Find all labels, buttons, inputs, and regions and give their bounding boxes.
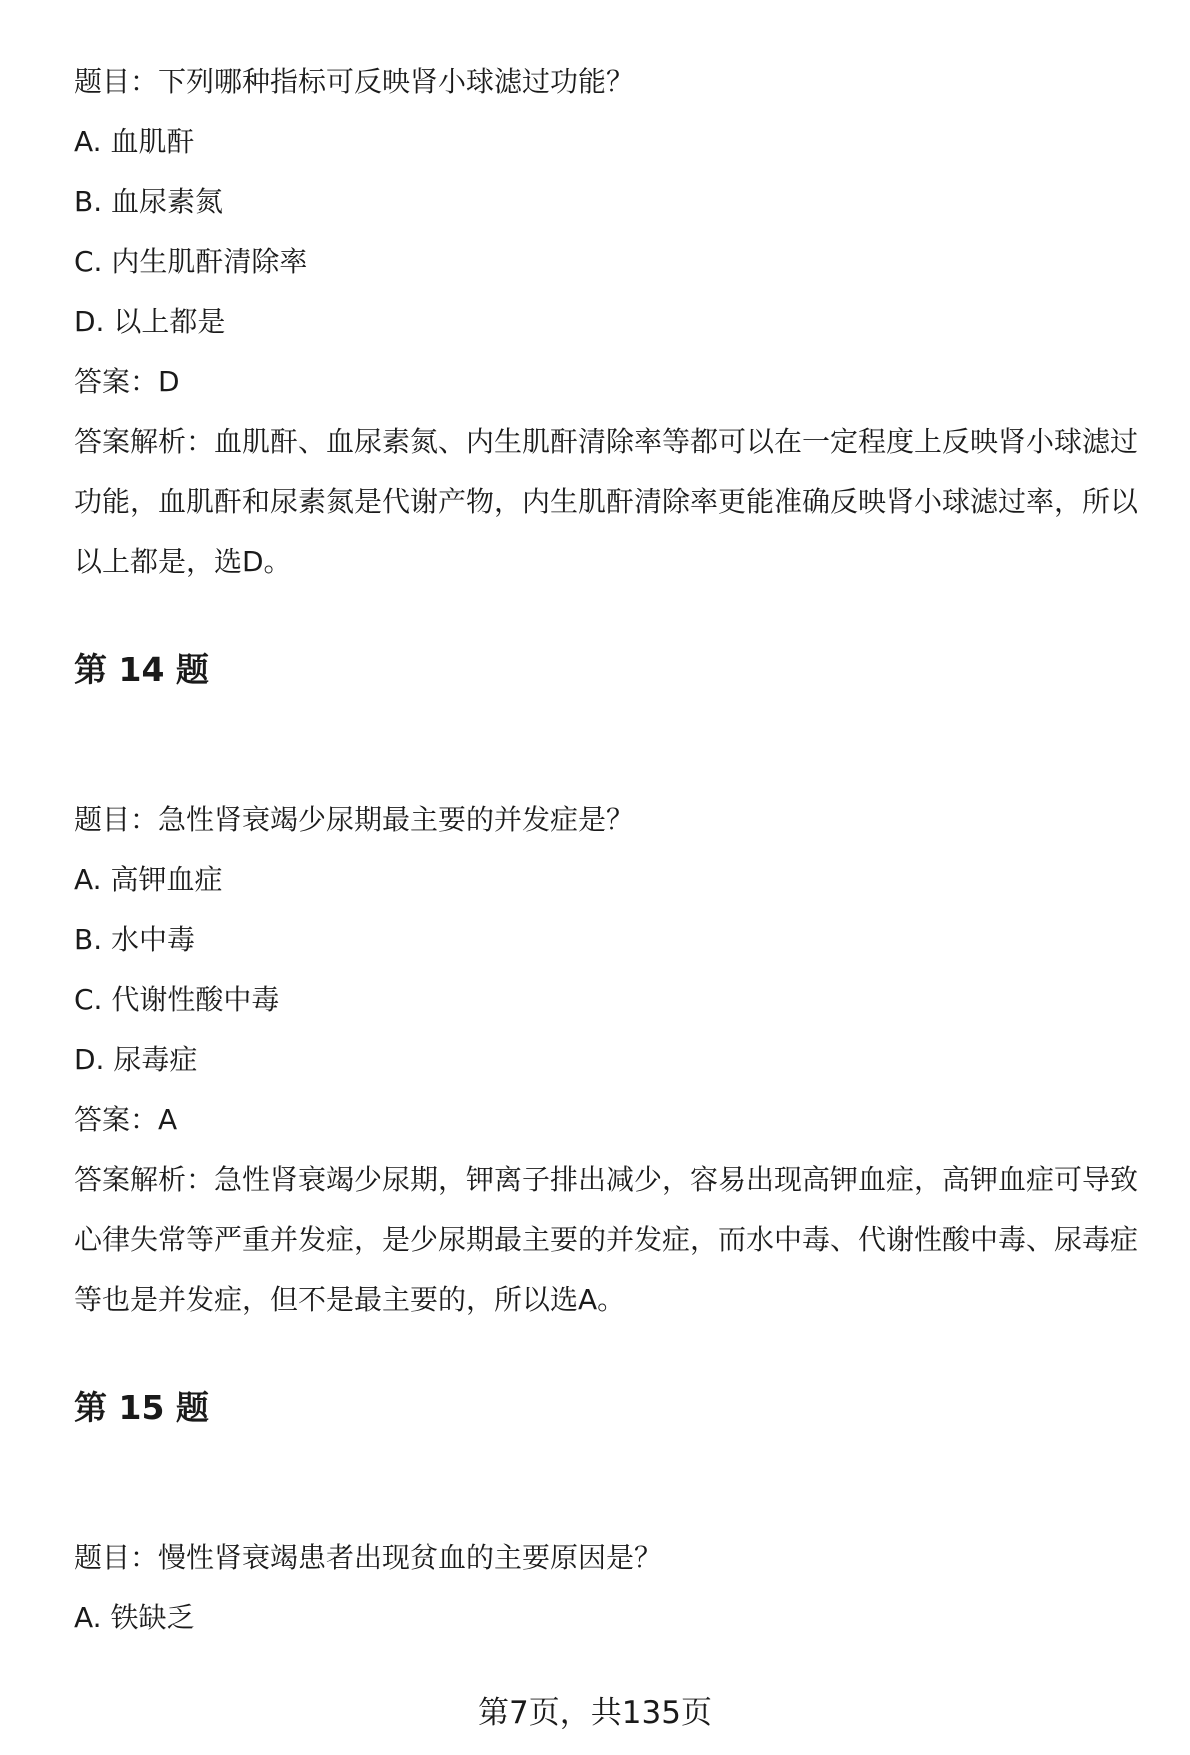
option-b: B. 血尿素氮 bbox=[74, 185, 224, 218]
option-c: C. 内生肌酐清除率 bbox=[74, 245, 308, 278]
question-text: 题目：慢性肾衰竭患者出现贫血的主要原因是？ bbox=[74, 1541, 663, 1574]
question-13 bbox=[74, 52, 1164, 592]
option-b: B. 水中毒 bbox=[74, 923, 196, 956]
answer-analysis: 答案解析：血肌酐、血尿素氮、内生肌酐清除率等都可以在一定程度上反映肾小球滤过功能，血肌酐和尿素氮是代谢产物，内生肌酐清除率更能准确反映肾小球滤过率，所以以上都是，选D。 bbox=[74, 425, 1139, 578]
question-text: 题目：急性肾衰竭少尿期最主要的并发症是？ bbox=[74, 803, 635, 836]
answer-text: 答案：D bbox=[74, 365, 180, 398]
option-c: C. 代谢性酸中毒 bbox=[74, 983, 280, 1016]
answer-text: 答案：A bbox=[74, 1103, 178, 1136]
section-heading-15: 第 15 题 bbox=[74, 1388, 209, 1427]
page-footer: 第7页，共135页 bbox=[478, 1695, 712, 1731]
option-a: A. 铁缺乏 bbox=[74, 1601, 195, 1634]
answer-analysis: 答案解析：急性肾衰竭少尿期，钾离子排出减少，容易出现高钾血症，高钾血症可导致心律失常等严重并发症，是少尿期最主要的并发症，而水中毒、代谢性酸中毒、尿毒症等也是并发症，但不是最主要的，所以选A。 bbox=[74, 1163, 1139, 1316]
question-14 bbox=[74, 790, 1164, 1330]
document-page bbox=[74, 52, 1164, 1648]
option-d: D. 尿毒症 bbox=[74, 1043, 198, 1076]
option-a: A. 血肌酐 bbox=[74, 125, 195, 158]
question-text: 题目：下列哪种指标可反映肾小球滤过功能？ bbox=[74, 65, 635, 98]
section-heading-14: 第 14 题 bbox=[74, 650, 209, 689]
option-a: A. 高钾血症 bbox=[74, 863, 223, 896]
question-15 bbox=[74, 1528, 1164, 1648]
option-d: D. 以上都是 bbox=[74, 305, 226, 338]
